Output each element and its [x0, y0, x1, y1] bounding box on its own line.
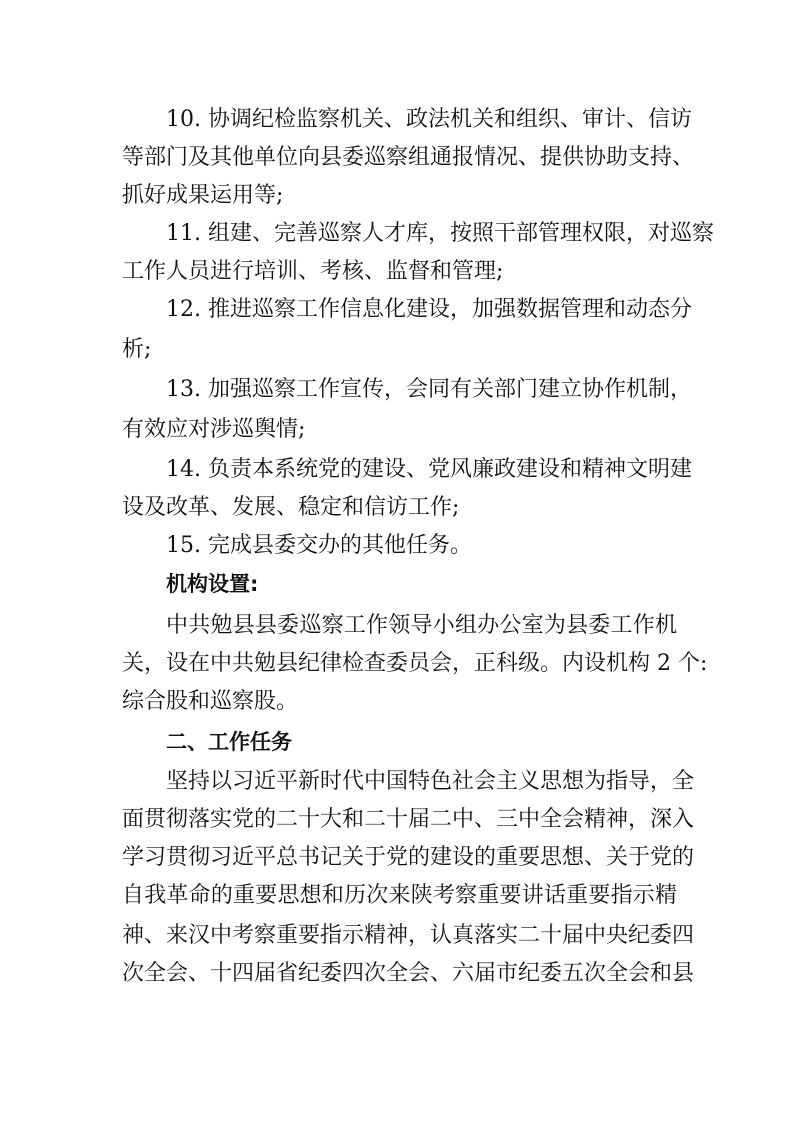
- item-13-line-2: 有效应对涉巡舆情;: [122, 417, 306, 442]
- work-tasks-line-4: 自我革命的重要思想和历次来陕考察重要讲话重要指示精: [122, 883, 677, 908]
- organization-line-1: 中共勉县县委巡察工作领导小组办公室为县委工作机: [166, 613, 677, 638]
- work-tasks-line-6: 次全会、十四届省纪委四次全会、六届市纪委五次全会和县: [122, 961, 695, 986]
- organization-line-3: 综合股和巡察股。: [122, 689, 299, 714]
- section-heading-work-tasks: 二、工作任务: [166, 730, 292, 754]
- organization-line-2: 关，设在中共勉县纪律检查委员会，正科级。内设机构 2 个:: [122, 651, 708, 676]
- item-11-line-2: 工作人员进行培训、考核、监督和管理;: [122, 259, 504, 284]
- work-tasks-line-3: 学习贯彻习近平总书记关于党的建设的重要思想、关于党的: [122, 845, 695, 870]
- item-10-line-1: 10. 协调纪检监察机关、政法机关和组织、审计、信访: [166, 107, 692, 132]
- item-13-line-1: 13. 加强巡察工作宣传，会同有关部门建立协作机制，: [166, 377, 692, 402]
- item-14-line-2: 设及改革、发展、稳定和信访工作;: [122, 495, 460, 520]
- work-tasks-line-5: 神、来汉中考察重要指示精神，认真落实二十届中央纪委四: [122, 923, 695, 948]
- work-tasks-line-1: 坚持以习近平新时代中国特色社会主义思想为指导，全: [166, 769, 695, 794]
- item-12-line-2: 析;: [122, 337, 152, 362]
- item-10-line-3: 抓好成果运用等;: [122, 183, 284, 208]
- item-15-line-1: 15. 完成县委交办的其他任务。: [166, 533, 472, 558]
- section-heading-organization: 机构设置:: [166, 572, 259, 596]
- item-10-line-2: 等部门及其他单位向县委巡察组通报情况、提供协助支持、: [122, 145, 695, 170]
- item-12-line-1: 12. 推进巡察工作信息化建设，加强数据管理和动态分: [166, 297, 692, 322]
- item-14-line-1: 14. 负责本系统党的建设、党风廉政建设和精神文明建: [166, 457, 692, 482]
- work-tasks-line-2: 面贯彻落实党的二十大和二十届二中、三中全会精神，深入: [122, 807, 695, 832]
- item-11-line-1: 11. 组建、完善巡察人才库，按照干部管理权限，对巡察: [166, 221, 714, 246]
